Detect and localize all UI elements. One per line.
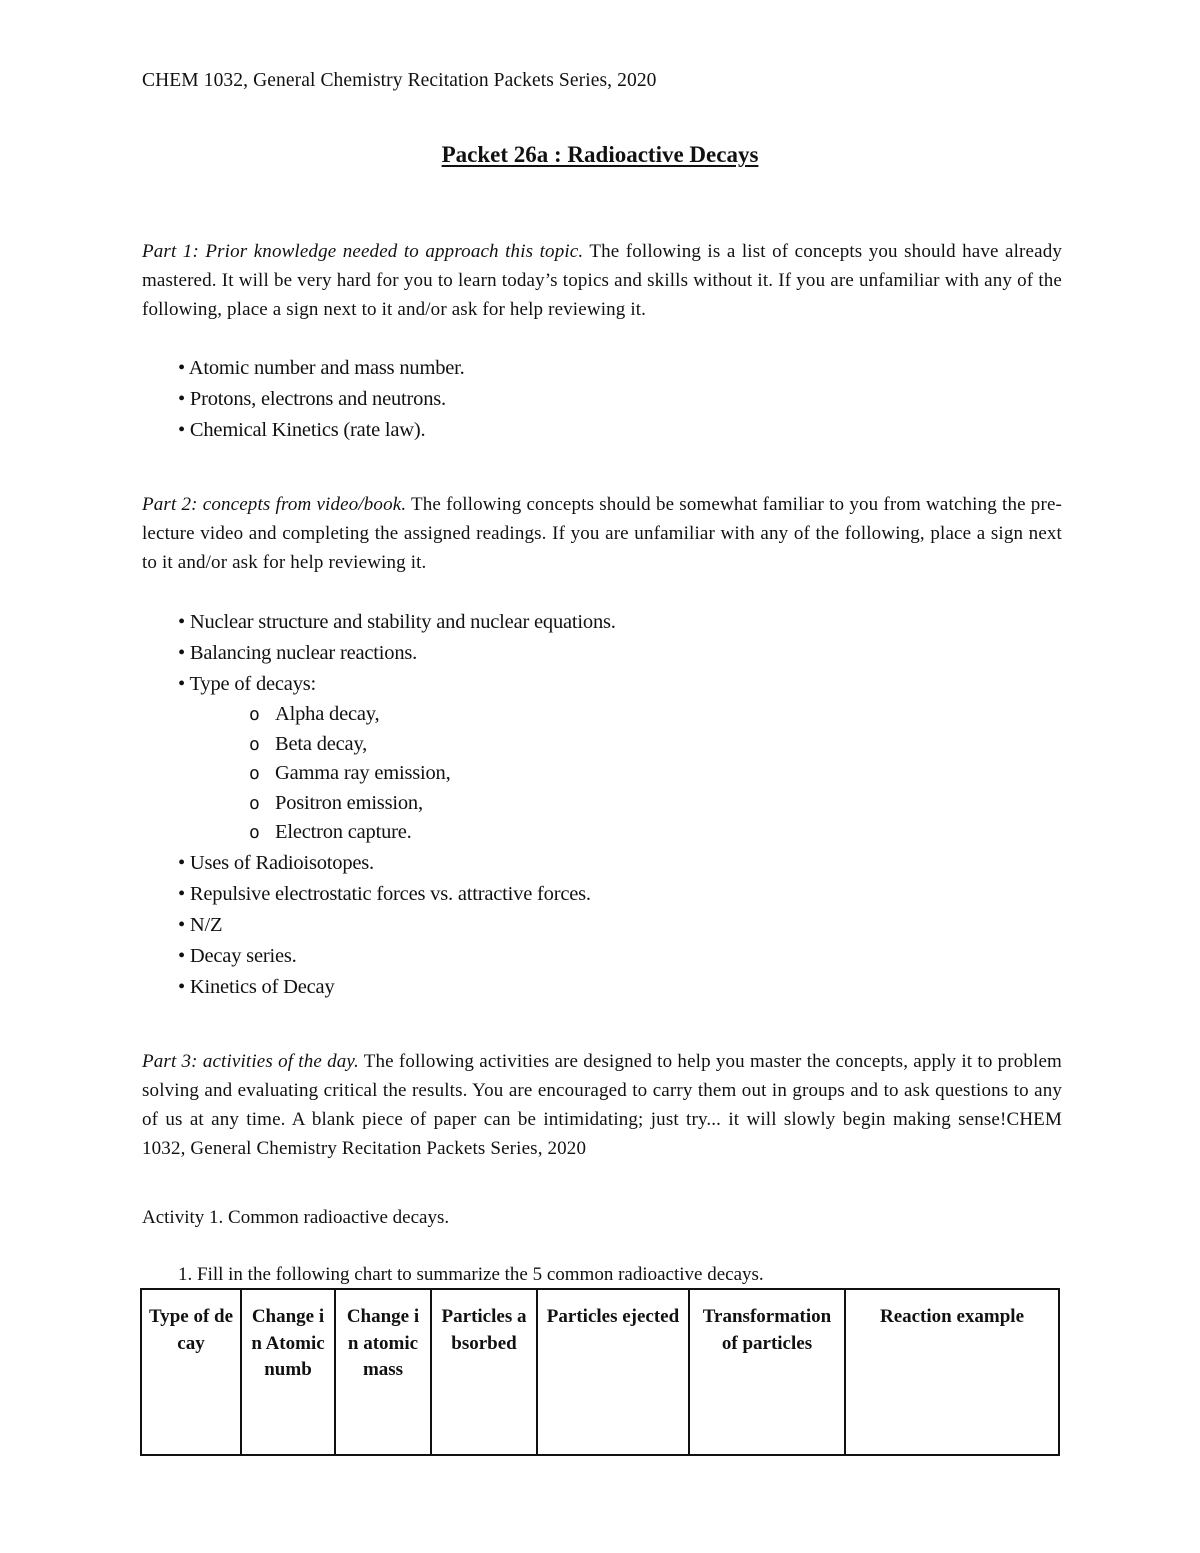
list-subitem [178, 818, 616, 848]
column-header: Reaction example [845, 1289, 1059, 1455]
subitem-text: Alpha decay, [275, 703, 380, 725]
part1-paragraph [142, 237, 1062, 324]
subitem-text: Positron emission, [275, 791, 423, 814]
course-header: CHEM 1032, General Chemistry Recitation Packets Series, 2020 [142, 70, 657, 91]
list-item: • Decay series. [178, 944, 297, 967]
list-item: • Type of decays: [178, 673, 317, 695]
part2-list [178, 607, 616, 1003]
hollow-bullet-icon: o [249, 763, 260, 784]
list-item: • Chemical Kinetics (rate law). [178, 419, 426, 441]
subitem-text: Beta decay, [275, 732, 368, 755]
hollow-bullet-icon: o [249, 704, 260, 725]
hollow-bullet-icon: o [249, 733, 260, 755]
list-subitem [178, 730, 616, 760]
part2-paragraph [142, 490, 1062, 577]
part1-list [178, 353, 465, 446]
packet-title: Packet 26a : Radioactive Decays [441, 142, 759, 167]
activity-question: 1. Fill in the following chart to summarize the 5 common radioactive decays. [178, 1264, 764, 1285]
list-subitem [178, 700, 616, 730]
decay-summary-table [140, 1288, 1060, 1456]
column-header: Type of decay [141, 1289, 241, 1455]
hollow-bullet-icon: o [249, 792, 260, 814]
list-item: • Kinetics of Decay [178, 975, 335, 998]
hollow-bullet-icon: o [249, 822, 260, 843]
list-subitem [178, 759, 616, 789]
column-header: Change in atomic mass [335, 1289, 431, 1455]
list-item: • N/Z [178, 913, 223, 936]
part3-paragraph [142, 1047, 1062, 1163]
part3-lead: Part 3: activities of the day. [142, 1051, 359, 1072]
list-item: • Protons, electrons and neutrons. [178, 388, 446, 410]
part1-lead: Part 1: Prior knowledge needed to approach this topic. [142, 241, 584, 262]
list-item: • Atomic number and mass number. [178, 357, 465, 379]
part2-lead: Part 2: concepts from video/book. [142, 494, 407, 515]
list-item: • Repulsive electrostatic forces vs. attractive forces. [178, 882, 591, 905]
column-header: Transformation of particles [689, 1289, 845, 1455]
activity-heading: Activity 1. Common radioactive decays. [142, 1207, 450, 1228]
column-header: Change in Atomic numb [241, 1289, 335, 1455]
part3-body: The following activities are designed to help you master the concepts, apply it to problem solving and evaluating critical the results. You are encouraged to carry them out in groups and to ask questions to any of us at any time. A blank piece of paper can be intimidating; just try... it will slowly begin making sense!CHEM 1032, General Chemistry Recitation Packets Series, 2020 [142, 1051, 1062, 1159]
column-header: Particles absorbed [431, 1289, 537, 1455]
list-item: • Balancing nuclear reactions. [178, 642, 418, 664]
part2-body: The following concepts should be somewhat familiar to you from watching the pre-lecture video and completing the assigned readings. If you are unfamiliar with any of the following, place a sign next to it and/or ask for help reviewing it. [142, 494, 1062, 573]
subitem-text: Electron capture. [275, 821, 412, 843]
part1-body: The following is a list of concepts you should have already mastered. It will be very hard for you to learn today’s topics and skills without it. If you are unfamiliar with any of the following, place a sign next to it and/or ask for help reviewing it. [142, 241, 1062, 320]
list-subitem [178, 789, 616, 819]
column-header: Particles ejected [537, 1289, 689, 1455]
list-item: • Uses of Radioisotopes. [178, 851, 374, 874]
table-header-row [141, 1289, 1059, 1455]
list-item: • Nuclear structure and stability and nuclear equations. [178, 611, 616, 633]
subitem-text: Gamma ray emission, [275, 762, 451, 784]
